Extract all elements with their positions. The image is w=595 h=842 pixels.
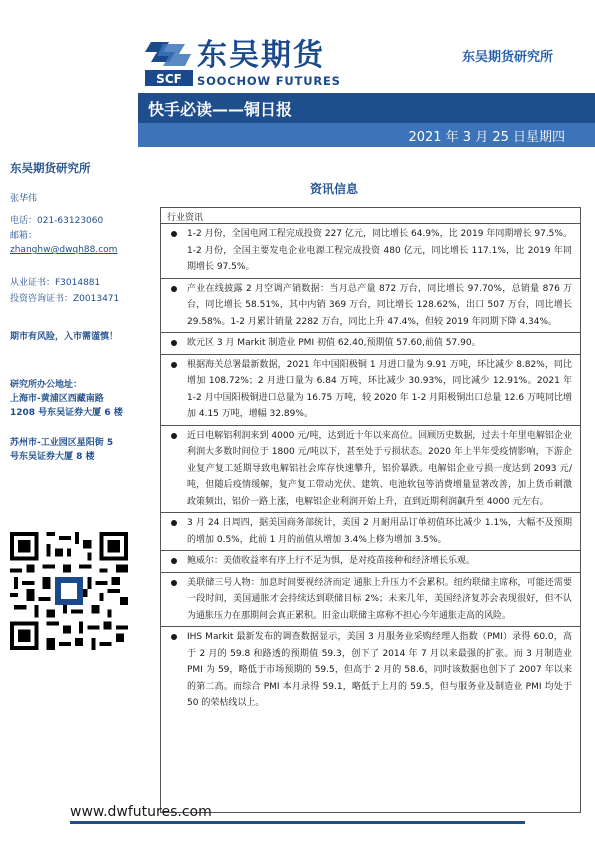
- news-text: 近日电解铝利润来到 4000 元/吨，达到近十年以来高位。回顾历史数据，过去十年里电解铝企业利润大多数时间位于 1800 元/吨以下，甚至处于亏损状态。2020 年上半年受疫情影响，下游企业复产复工延期导致电解铝社会库存快速攀升，铝价暴跌。电解铝企业亏损一度达到 2093 元/吨，但随后疫情缓解，复产复工带动光伏、建筑、电池软包等消费增量显著改善，加上货币刺激政策频出，铝价一路上涨，电解铝企业利润开始上升，直到近期利润飙升至 4000 元左右。: [187, 430, 572, 507]
- report-title: 快手必读——铜日报: [148, 100, 293, 119]
- risk-warning: 期市有风险，入市需谨慎！: [10, 332, 119, 342]
- logo-english-name: SOOCHOW FUTURES: [197, 74, 341, 88]
- office-address-label: 研究所办公地址：: [10, 380, 83, 390]
- news-item: [161, 355, 580, 426]
- analyst-phone: 电话：021-63123060: [10, 216, 104, 226]
- bullet-icon: [171, 340, 177, 346]
- news-item: [161, 279, 580, 334]
- section-title: 资讯信息: [310, 182, 359, 196]
- bullet-icon: [171, 580, 177, 586]
- news-text: 3 月 24 日周四，据美国商务部统计，美国 2 月耐用品订单初值环比减少 1.1%，大幅不及预期的增加 0.5%，此前 1 月的前值从增加 3.4%上修为增加 3.5%。: [187, 518, 572, 545]
- news-item: [161, 426, 580, 514]
- news-text: 欧元区 3 月 Markit 制造业 PMI 初值 62.40,预期值 57.60,前值 57.90。: [187, 338, 481, 348]
- company-logo: [145, 38, 355, 88]
- soochow-logo-icon: [145, 38, 193, 88]
- practice-license: 从业证书：F3014881: [10, 278, 101, 288]
- qr-code-icon[interactable]: [10, 532, 128, 650]
- news-item: [161, 513, 580, 551]
- news-item: [161, 551, 580, 573]
- news-item: [161, 333, 580, 355]
- title-band: [138, 93, 595, 123]
- news-text: 美联储三号人物：加息时间要视经济而定 通胀上升压力不会累积。纽约联储主席称，可能还需要一段时间，美国通胀才会持续达到联储目标 2%；未来几年，美国经济复苏会表现很好，但不认为通胀压力在那期间会真正累积。旧金山联储主席称不担心今年通胀走高的风险。: [187, 577, 572, 621]
- bullet-icon: [171, 231, 177, 237]
- footer-divider: [70, 821, 525, 824]
- news-text: 根据海关总署最新数据，2021 年中国阳极铜 1 月进口量为 9.91 万吨，环比减少 8.82%，同比增加 108.72%；2 月进口量为 6.84 万吨，环比减少 30.93%，同比减少 12.91%。2021 年 1-2 月中国阳极铜进口总量为 16.75 万吨，较 2020 年 1-2 月阳极铜出口总量 12.6 万吨同比增加 4.15 万吨，增幅 32.89%。: [187, 359, 572, 419]
- news-item: [161, 573, 580, 628]
- logo-mark-text: SCF: [156, 72, 182, 86]
- sidebar-institute: 东吴期货研究所: [10, 161, 91, 175]
- bullet-icon: [171, 520, 177, 526]
- bullet-icon: [171, 433, 177, 439]
- office-address-line: 上海市-黄浦区西藏南路: [10, 394, 104, 404]
- news-text: IHS Markit 最新发布的调查数据显示，美国 3 月服务业采购经理人指数（PMI）录得 60.0，高于 2 月的 59.8 和路透的预期值 59.3，创下了 2014 年 7 月以来最强的扩张。而 3 月制造业 PMI 为 59，略低于市场预期的 59.5，但高于 2 月的 58.6，同时该数据也创下了 2007 年以来的第二高。而综合 PMI 本月录得 59.1，略低于上月的 59.5，但与服务业及制造业 PMI 均处于 50 的荣枯线以上。: [187, 632, 572, 708]
- footer-website-link[interactable]: www.dwfutures.com: [70, 804, 212, 820]
- bullet-icon: [171, 362, 177, 368]
- news-text: 产业在线披露 2 月空调产销数据：当月总产量 872 万台，同比增长 97.70%，总销量 876 万台，同比增长 58.51%，其中内销 369 万台，同比增长 128.62%，出口 507 万台，同比增长 29.58%。1-2 月累计销量 2282 万台，同比上升 47.4%，但较 2019 年同期下降 4.34%。: [187, 283, 572, 327]
- box-header: 行业资讯: [161, 208, 580, 224]
- consult-license: 投资咨询证书：Z0013471: [10, 294, 120, 304]
- date-band: [138, 123, 595, 147]
- news-text: 鲍威尔：美债收益率有序上行不足为惧，是对疫苗接种和经济增长乐观。: [187, 556, 476, 566]
- bullet-icon: [171, 558, 177, 564]
- report-date: 2021 年 3 月 25 日星期四: [408, 130, 565, 145]
- news-item: [161, 627, 580, 714]
- logo-chinese-name: 东吴期货: [197, 38, 325, 73]
- bullet-icon: [171, 634, 177, 640]
- email-label: 邮箱：: [10, 231, 38, 241]
- news-box: [160, 207, 581, 813]
- analyst-name: 张华伟: [10, 194, 38, 204]
- analyst-email-link[interactable]: zhanghw@dwqh88.com: [10, 245, 118, 255]
- header-institute: 东吴期货研究所: [461, 50, 553, 65]
- news-text: 1-2 月份，全国电网工程完成投资 227 亿元，同比增长 64.9%，比 2019 年同期增长 97.5%。1-2 月份，全国主要发电企业电源工程完成投资 480 亿元，同比增长 117.1%，比 2019 年同期增长 97.5%。: [187, 229, 572, 272]
- suzhou-address-line: 苏州市-工业园区星阳街 5: [10, 438, 114, 448]
- suzhou-address-line: 号东吴证券大厦 8 楼: [10, 452, 95, 462]
- office-address-line: 1208 号东吴证券大厦 6 楼: [10, 408, 123, 418]
- bullet-icon: [171, 286, 177, 292]
- news-item: [161, 224, 580, 279]
